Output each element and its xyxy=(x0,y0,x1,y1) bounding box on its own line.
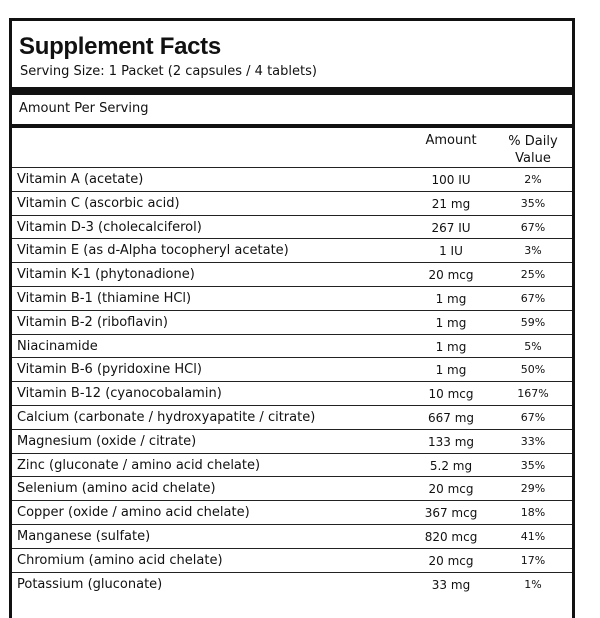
nutrient-row xyxy=(12,167,572,191)
nutrient-daily-value: 41% xyxy=(520,529,546,543)
nutrient-row xyxy=(12,286,572,310)
nutrient-amount: 133 mg xyxy=(427,434,475,449)
nutrient-daily-value: 33% xyxy=(520,434,546,448)
nutrient-daily-value: 35% xyxy=(520,458,546,472)
nutrient-name: Selenium (amino acid chelate) xyxy=(17,481,216,497)
nutrient-name: Potassium (gluconate) xyxy=(17,576,163,592)
nutrient-row xyxy=(12,334,572,358)
nutrient-name: Vitamin B-2 (riboflavin) xyxy=(17,314,168,330)
nutrient-name: Vitamin C (ascorbic acid) xyxy=(17,195,180,211)
nutrient-name: Magnesium (oxide / citrate) xyxy=(17,433,197,449)
nutrient-daily-value: 167% xyxy=(517,387,549,401)
nutrient-row xyxy=(12,215,572,239)
nutrient-amount: 667 mg xyxy=(427,410,475,425)
nutrient-name: Vitamin B-12 (cyanocobalamin) xyxy=(17,386,222,402)
nutrient-daily-value: 67% xyxy=(520,410,546,424)
nutrient-amount: 100 IU xyxy=(431,173,471,187)
nutrient-name: Zinc (gluconate / amino acid chelate) xyxy=(17,457,261,473)
nutrient-amount: 20 mcg xyxy=(428,553,474,568)
nutrient-row xyxy=(12,191,572,215)
nutrient-amount: 20 mcg xyxy=(428,482,474,497)
nutrient-name: Manganese (sulfate) xyxy=(17,528,151,544)
nutrient-daily-value: 67% xyxy=(520,291,546,305)
nutrient-row xyxy=(12,524,572,548)
nutrient-name: Vitamin B-6 (pyridoxine HCl) xyxy=(17,362,202,378)
nutrient-daily-value: 67% xyxy=(520,220,546,234)
nutrient-name: Vitamin D-3 (cholecalciferol) xyxy=(17,219,202,235)
nutrient-row xyxy=(12,453,572,477)
nutrient-daily-value: 29% xyxy=(520,482,546,496)
nutrient-daily-value: 2% xyxy=(524,173,542,186)
nutrient-name: Vitamin A (acetate) xyxy=(17,172,144,187)
nutrient-row xyxy=(12,429,572,453)
nutrient-amount: 21 mg xyxy=(431,196,471,211)
nutrient-daily-value: 59% xyxy=(520,315,546,329)
nutrient-daily-value: 25% xyxy=(520,268,546,282)
nutrient-amount: 1 IU xyxy=(439,244,463,259)
serving-size: Serving Size: 1 Packet (2 capsules / 4 tablets) xyxy=(20,64,317,79)
nutrient-amount: 5.2 mg xyxy=(429,458,473,473)
daily-value-column-header xyxy=(496,133,570,167)
nutrient-daily-value: 3% xyxy=(524,244,542,258)
nutrient-name: Copper (oxide / amino acid chelate) xyxy=(17,505,250,521)
nutrient-amount: 1 mg xyxy=(435,291,467,306)
nutrient-row xyxy=(12,310,572,334)
thick-divider xyxy=(12,87,572,95)
nutrient-row xyxy=(12,572,572,596)
nutrient-name: Vitamin B-1 (thiamine HCl) xyxy=(17,290,192,306)
nutrient-row xyxy=(12,238,572,262)
nutrient-amount: 367 mcg xyxy=(424,506,478,521)
nutrient-amount: 267 IU xyxy=(431,220,471,235)
panel-title: Supplement Facts xyxy=(19,33,221,60)
nutrient-name: Niacinamide xyxy=(17,338,98,354)
nutrient-amount: 1 mg xyxy=(435,315,467,330)
nutrient-table xyxy=(12,167,572,595)
nutrient-amount: 33 mg xyxy=(431,577,471,592)
amount-per-serving: Amount Per Serving xyxy=(19,101,149,116)
nutrient-row xyxy=(12,548,572,572)
nutrient-name: Vitamin K-1 (phytonadione) xyxy=(17,267,195,283)
supplement-facts-panel xyxy=(9,18,575,618)
nutrient-row xyxy=(12,357,572,381)
nutrient-daily-value: 50% xyxy=(520,363,546,377)
nutrient-row xyxy=(12,500,572,524)
nutrient-daily-value: 5% xyxy=(524,339,542,353)
nutrient-amount: 1 mg xyxy=(435,363,467,378)
nutrient-row xyxy=(12,476,572,500)
daily-value-header-line1: % Daily xyxy=(508,134,558,149)
nutrient-amount: 10 mcg xyxy=(428,387,474,402)
medium-divider xyxy=(12,124,572,128)
nutrient-name: Chromium (amino acid chelate) xyxy=(17,552,223,568)
nutrient-daily-value: 18% xyxy=(520,506,546,520)
nutrient-amount: 820 mcg xyxy=(424,529,478,544)
nutrient-amount: 20 mcg xyxy=(428,268,474,283)
nutrient-name: Calcium (carbonate / hydroxyapatite / citrate) xyxy=(17,409,316,425)
nutrient-amount: 1 mg xyxy=(435,339,467,354)
nutrient-daily-value: 1% xyxy=(524,577,542,591)
nutrient-daily-value: 17% xyxy=(520,553,546,567)
amount-column-header: Amount xyxy=(425,133,477,148)
nutrient-name: Vitamin E (as d-Alpha tocopheryl acetate) xyxy=(17,243,289,259)
daily-value-header-line2: Value xyxy=(515,151,551,166)
nutrient-daily-value: 35% xyxy=(520,196,546,210)
nutrient-row xyxy=(12,381,572,405)
nutrient-row xyxy=(12,405,572,429)
nutrient-row xyxy=(12,262,572,286)
